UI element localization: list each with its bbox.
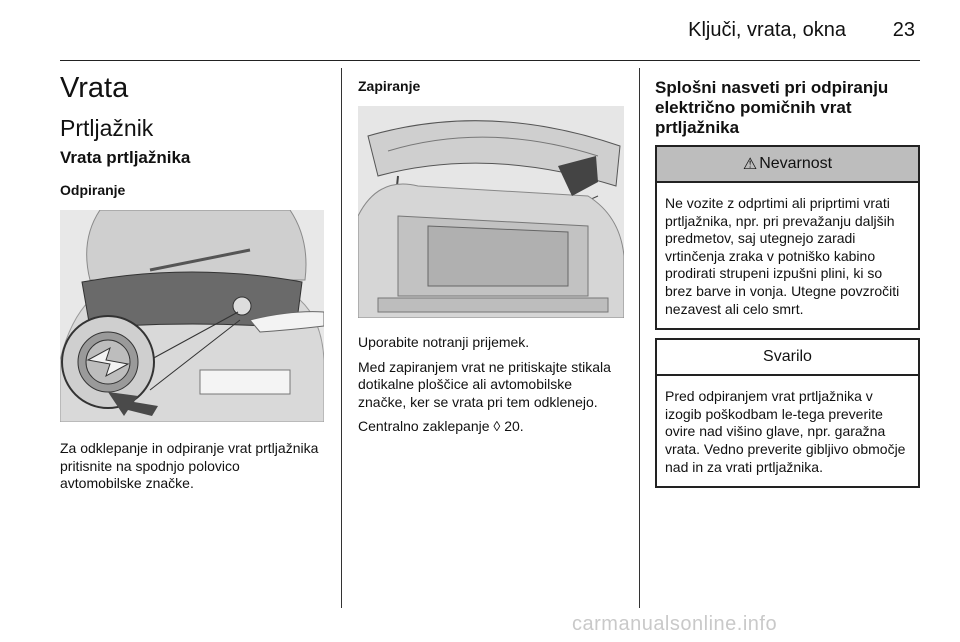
column-divider-1 (341, 68, 342, 608)
caution-box (655, 338, 920, 488)
danger-box (655, 145, 920, 330)
caution-text: Pred odpiranjem vrat prtljažnika v izogib poškodbam le-tega preverite ovire nad višino glave, npr. garažna vrata. Vedno preverite gibljivo območje nad in za vrati prtljažnika. (665, 388, 906, 475)
danger-title: Nevarnost (759, 155, 833, 172)
column-divider-2 (639, 68, 640, 608)
subsection-title: Prtljažnik (60, 115, 154, 141)
danger-box-header (657, 147, 918, 183)
page-reference-number: 20. (504, 418, 524, 434)
closing-instruction-1: Uporabite notranji prijemek. (358, 334, 530, 350)
caution-title: Svarilo (763, 348, 812, 366)
warning-triangle-icon: ⚠ (742, 156, 758, 173)
danger-text: Ne vozite z odprtimi ali priprtimi vrati prtljažnika, npr. pri prevažanju daljših predmetov, saj utegnejo zaradi vrtinčenja zraka v potniško kabino prodirati strupeni izpušni plini, ki so brez barve in vonja. Utegne povzročiti nezavest ali celo smrt. (665, 195, 900, 317)
opening-heading: Odpiranje (60, 182, 126, 198)
central-locking-label: Centralno zaklepanje (358, 418, 490, 434)
header-title: Ključi, vrata, okna (688, 19, 846, 41)
general-advice-heading: Splošni nasveti pri odpiranju električno pomičnih vrat prtljažnika (655, 78, 889, 137)
topic-title: Vrata prtljažnika (60, 148, 191, 167)
page-number: 23 (892, 19, 915, 41)
tailgate-opening-illustration (60, 210, 324, 422)
column-2 (358, 72, 624, 443)
closing-heading: Zapiranje (358, 78, 421, 94)
caution-box-header (657, 340, 918, 376)
watermark: carmanualsonline.info (572, 613, 778, 635)
column-3 (655, 78, 920, 488)
page-reference-icon: ◊ (493, 418, 501, 434)
closing-instruction-2: Med zapiranjem vrat ne pritiskajte stikala dotikalne ploščice ali avtomobilske značke, ker se vrata pri tem odklenejo. (358, 358, 611, 410)
section-title: Vrata (60, 72, 129, 104)
central-locking-reference (358, 418, 624, 436)
tailgate-closing-illustration (358, 106, 624, 318)
column-1 (60, 72, 324, 500)
header-rule (60, 60, 920, 61)
opening-instructions: Za odklepanje in odpiranje vrat prtljažnika pritisnite na spodnjo polovico avtomobilske značke. (60, 440, 319, 491)
